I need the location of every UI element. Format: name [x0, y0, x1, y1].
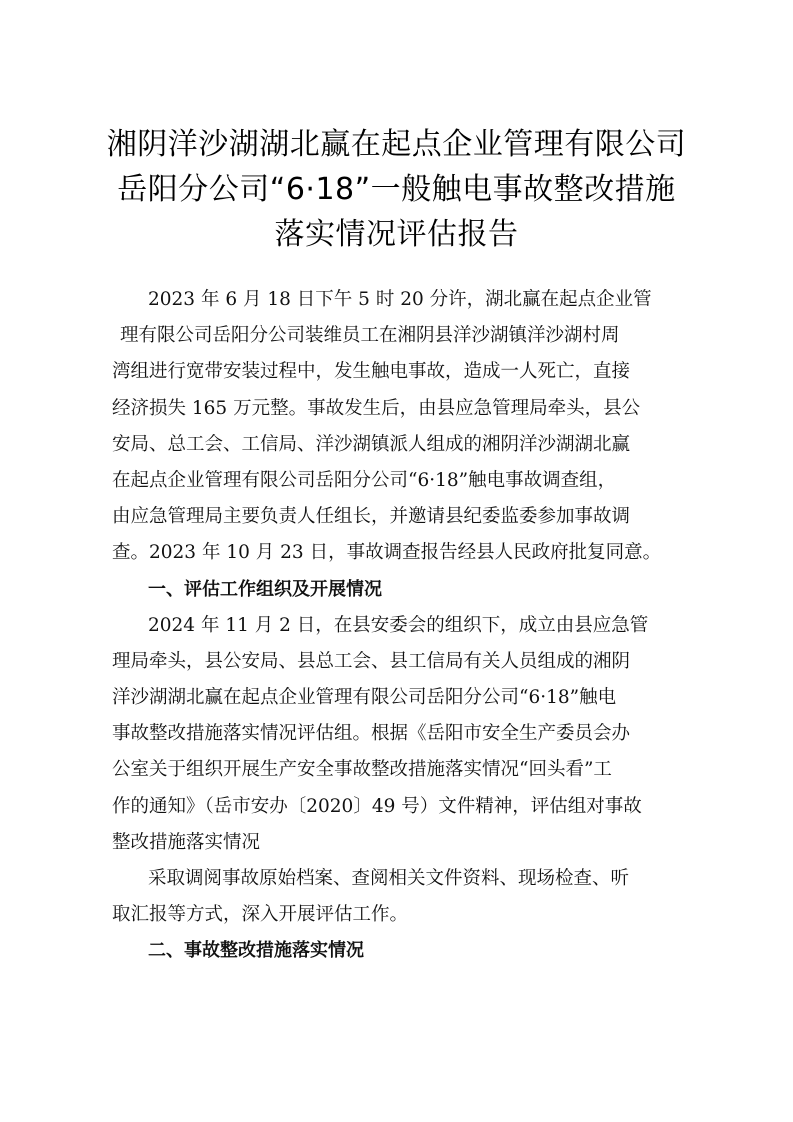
title-line: 岳阳分公司“6·18”一般触电事故整改措施	[117, 172, 676, 207]
text-line: 2023 年 6 月 18 日下午 5 时 20 分许，湖北赢在起点企业管	[148, 289, 652, 310]
title-line: 落实情况评估报告	[274, 217, 519, 252]
text-line: 查。2023 年 10 月 23 日，事故调查报告经县人民政府批复同意。	[112, 542, 662, 564]
text-line: 公室关于组织开展生产安全事故整改措施落实情况“回头看”工	[112, 759, 612, 781]
text-line: 经济损失 165 万元整。事故发生后，由县应急管理局牵头，县公	[112, 397, 641, 419]
paragraph-intro	[112, 282, 692, 572]
title-line: 湘阴洋沙湖湖北赢在起点企业管理有限公司	[106, 127, 687, 162]
text-line: 在起点企业管理有限公司岳阳分公司“6·18”触电事故调查组，	[112, 469, 617, 491]
text-line: 安局、总工会、工信局、洋沙湖镇派人组成的湘阴洋沙湖湖北赢	[112, 433, 631, 455]
text-line: 湾组进行宽带安装过程中，发生触电事故，造成一人死亡，直接	[112, 361, 631, 383]
text-line: 整改措施落实情况	[112, 831, 261, 853]
document-title	[60, 122, 733, 257]
text-line: 采取调阅事故原始档案、查阅相关文件资料、现场检查、听	[148, 868, 630, 889]
text-line: 洋沙湖湖北赢在起点企业管理有限公司岳阳分公司“6·18”触电	[112, 687, 617, 709]
paragraph-methods	[112, 861, 692, 933]
text-line: 由应急管理局主要负责人任组长，并邀请县纪委监委参加事故调	[112, 506, 631, 528]
text-line: 取汇报等方式，深入开展评估工作。	[112, 904, 409, 926]
paragraph-organization	[112, 608, 692, 861]
text-line: 理局牵头，县公安局、县总工会、县工信局有关人员组成的湘阴	[112, 650, 631, 672]
text-line: 2024 年 11 月 2 日，在县安委会的组织下，成立由县应急管	[148, 614, 649, 636]
section-heading-2: 二、事故整改措施落实情况	[148, 940, 364, 962]
document-body	[112, 282, 692, 970]
text-line: 作的通知》（岳市安办〔2020〕49 号）文件精神，评估组对事故	[112, 795, 642, 817]
text-line: 事故整改措施落实情况评估组。根据《岳阳市安全生产委员会办	[112, 723, 631, 745]
text-line: 理有限公司岳阳分公司装维员工在湘阴县洋沙湖镇洋沙湖村周	[120, 325, 620, 347]
section-heading-1: 一、评估工作组织及开展情况	[148, 578, 382, 600]
